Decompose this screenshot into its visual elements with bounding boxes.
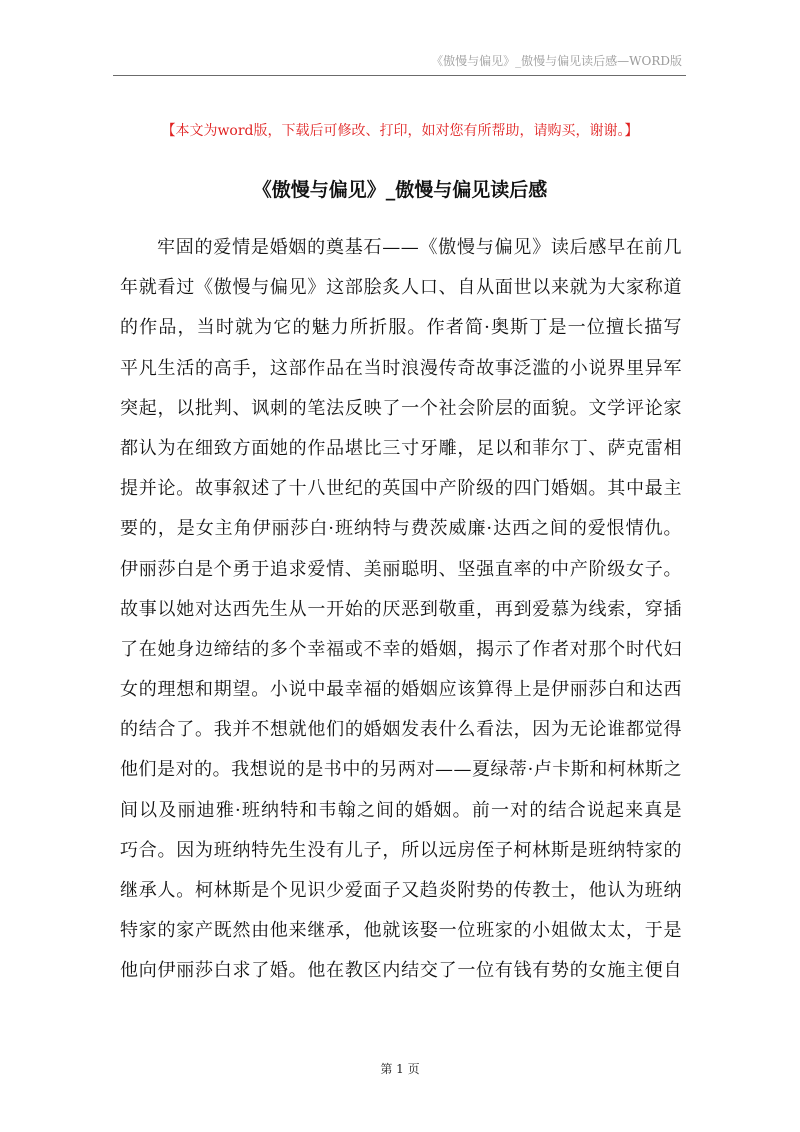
running-header: 《傲慢与偏见》_傲慢与偏见读后感—WORD版 (431, 54, 682, 68)
body-line: 巧合。因为班纳特先生没有儿子，所以远房侄子柯林斯是班纳特家的 (120, 839, 682, 861)
body-line: 的作品，当时就为它的魅力所折服。作者简·奥斯丁是一位擅长描写 (120, 317, 682, 339)
body-line: 故事以她对达西先生从一开始的厌恶到敬重，再到爱慕为线索，穿插 (120, 598, 682, 620)
body-line: 突起，以批判、讽刺的笔法反映了一个社会阶层的面貌。文学评论家 (120, 397, 682, 419)
body-line: 平凡生活的高手，这部作品在当时浪漫传奇故事泛滥的小说界里异军 (120, 357, 682, 379)
download-notice: 【本文为word版，下载后可修改、打印，如对您有所帮助，请购买，谢谢。】 (161, 123, 639, 139)
body-line: 的结合了。我并不想就他们的婚姻发表什么看法，因为无论谁都觉得 (120, 719, 682, 741)
page-number: 第 1 页 (380, 1062, 420, 1076)
body-line: 女的理想和期望。小说中最幸福的婚姻应该算得上是伊丽莎白和达西 (120, 679, 682, 701)
body-line: 伊丽莎白是个勇于追求爱情、美丽聪明、坚强直率的中产阶级女子。 (120, 558, 682, 580)
body-line: 年就看过《傲慢与偏见》这部脍炙人口、自从面世以来就为大家称道 (120, 277, 682, 299)
body-line: 间以及丽迪雅·班纳特和韦翰之间的婚姻。前一对的结合说起来真是 (120, 799, 682, 821)
body-line: 提并论。故事叙述了十八世纪的英国中产阶级的四门婚姻。其中最主 (120, 478, 682, 500)
body-line: 要的，是女主角伊丽莎白·班纳特与费茨威廉·达西之间的爱恨情仇。 (120, 518, 682, 540)
body-line: 牢固的爱情是婚姻的奠基石——《傲慢与偏见》读后感早在前几 (157, 237, 682, 258)
body-line: 他向伊丽莎白求了婚。他在教区内结交了一位有钱有势的女施主便自 (120, 960, 682, 982)
body-line: 继承人。柯林斯是个见识少爱面子又趋炎附势的传教士，他认为班纳 (120, 880, 682, 901)
body-line: 特家的家产既然由他来继承，他就该娶一位班家的小姐做太太，于是 (120, 920, 682, 942)
body-line: 了在她身边缔结的多个幸福或不幸的婚姻，揭示了作者对那个时代妇 (120, 638, 682, 660)
header-divider (113, 75, 686, 76)
body-line: 他们是对的。我想说的是书中的另两对——夏绿蒂·卢卡斯和柯林斯之 (120, 759, 682, 781)
body-paragraph (120, 228, 682, 992)
body-line: 都认为在细致方面她的作品堪比三寸牙雕，足以和菲尔丁、萨克雷相 (120, 437, 682, 459)
document-title: 《傲慢与偏见》_傲慢与偏见读后感 (252, 179, 548, 201)
